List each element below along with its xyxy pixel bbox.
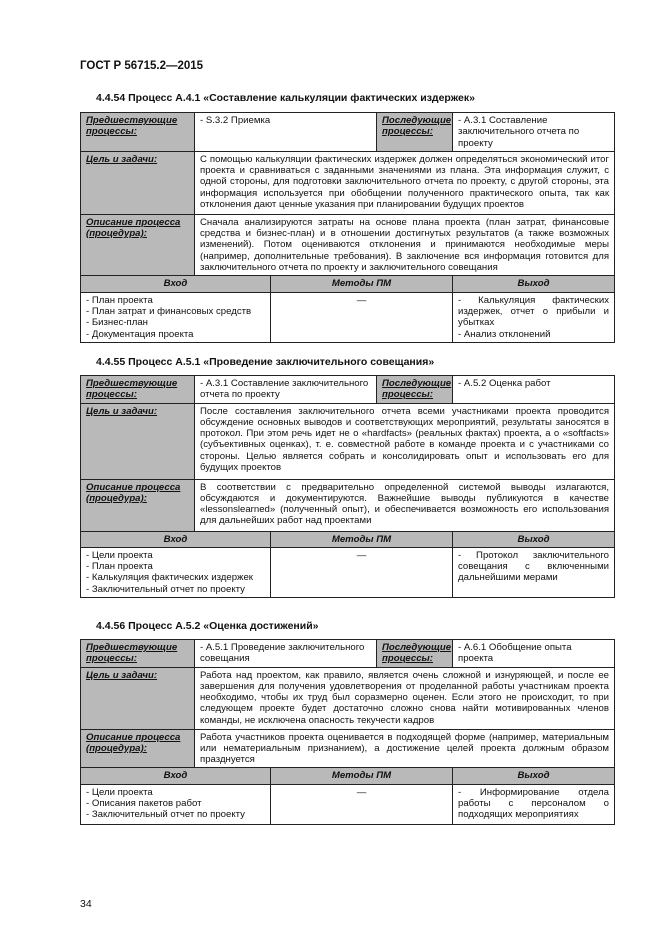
list-item: - Протокол заключительного совещания с включенными дальнейшими мерами [458, 550, 609, 584]
page-number: 34 [80, 898, 92, 910]
output-header: Выход [453, 531, 615, 547]
description-label: Описание процесса (процедура): [81, 479, 195, 531]
prev-process-label: Предшествующие процессы: [81, 376, 195, 404]
list-item: - Описания пакетов работ [86, 798, 265, 809]
process-table [80, 112, 614, 343]
methods-header: Методы ПМ [271, 531, 453, 547]
prev-process-label: Предшествующие процессы: [81, 640, 195, 668]
outputs-cell [453, 292, 615, 342]
list-item: - План проекта [86, 295, 265, 306]
input-header: Вход [81, 276, 271, 292]
inputs-list [86, 550, 265, 595]
process-table [80, 639, 614, 825]
input-header: Вход [81, 531, 271, 547]
list-item: - План проекта [86, 561, 265, 572]
next-process-value: - А.6.1 Обобщение опыта проекта [453, 640, 615, 668]
description-text: Сначала анализируются затраты на основе плана проекта (план затрат, финансовые средства и бизнес-план) и в отношении достигнутых результатов (а также возможных изменений). Потом оцениваются отклонения и принимаются необходимые меры (например, дополнительные требования). В заключение вся информация готовится для заключительного отчета по проекту и заключительного совещания [195, 214, 615, 275]
goal-text: Работа над проектом, как правило, является очень сложной и изнуряющей, и после ее завершения для получения удовлетворения от проделанной работы участникам проекта необходимо, чтобы их труд был соразмерно оценен. Если этого не происходит, то при следующем проекте будет достаточно сложно снова найти мотивированных членов команды, не исключена опасность текучести кадров [195, 667, 615, 729]
list-item: - Цели проекта [86, 550, 265, 561]
list-item: - Бизнес-план [86, 317, 265, 328]
section-title: 4.4.55 Процесс А.5.1 «Проведение заключительного совещания» [96, 356, 435, 368]
description-label: Описание процесса (процедура): [81, 729, 195, 768]
inputs-cell [81, 547, 271, 597]
goal-label: Цель и задачи: [81, 151, 195, 214]
outputs-list [458, 550, 609, 584]
description-label: Описание процесса (процедура): [81, 214, 195, 275]
list-item: - Заключительный отчет по проекту [86, 584, 265, 595]
methods-cell: — [271, 784, 453, 824]
list-item: - Информирование отдела работы с персоналом о подходящих мероприятиях [458, 787, 609, 821]
list-item: - План затрат и финансовых средств [86, 306, 265, 317]
inputs-cell [81, 784, 271, 824]
inputs-cell [81, 292, 271, 342]
outputs-cell [453, 547, 615, 597]
inputs-list [86, 295, 265, 340]
list-item: - Цели проекта [86, 787, 265, 798]
goal-text: С помощью калькуляции фактических издержек должен определяться экономический итог проекта и сравниваться с заданными значениями из плана. Эта информация служит, с одной стороны, для подготовки заключительного отчета по проекту, с другой стороны, эта информация используется при обобщении полученного практического опыта, так как отклонения дают ценные указания при планировании будущих проектов [195, 151, 615, 214]
methods-cell: — [271, 292, 453, 342]
next-process-value: - А.3.1 Составление заключительного отчета по проекту [453, 113, 615, 152]
next-process-label: Последующие процессы: [377, 376, 453, 404]
output-header: Выход [453, 768, 615, 784]
goal-text: После составления заключительного отчета всеми участниками проекта проводится обсуждение основных выводов и соответствующих мероприятий, результаты заносятся в протокол. При этом речь идет не о «hardfacts» (реальных фактах) проекта, а о «softfacts» (субъективных оценках), т. е. совместной работе в команде проекта и с участниками со стороны. Целью является собрать и консолидировать опыт и использовать его для будущих проектов [195, 403, 615, 479]
prev-process-label: Предшествующие процессы: [81, 113, 195, 152]
description-text: В соответствии с предварительно определенной системой выводы излагаются, обсуждаются и документируются. Важнейшие выводы публикуются в качестве «lessonslearned» (полученный опыт), и обеспечивается возможность его использования для дальнейших работ над проектами [195, 479, 615, 531]
process-table [80, 375, 614, 598]
methods-header: Методы ПМ [271, 276, 453, 292]
outputs-cell [453, 784, 615, 824]
prev-process-value: - А.5.1 Проведение заключительного совещания [195, 640, 377, 668]
list-item: - Заключительный отчет по проекту [86, 809, 265, 820]
inputs-list [86, 787, 265, 821]
next-process-label: Последующие процессы: [377, 113, 453, 152]
outputs-list [458, 295, 609, 340]
list-item: - Анализ отклонений [458, 329, 609, 340]
section-title: 4.4.56 Процесс А.5.2 «Оценка достижений» [96, 620, 319, 632]
section-title: 4.4.54 Процесс А.4.1 «Составление калькуляции фактических издержек» [96, 92, 475, 104]
goal-label: Цель и задачи: [81, 403, 195, 479]
prev-process-value: - S.3.2 Приемка [195, 113, 377, 152]
next-process-label: Последующие процессы: [377, 640, 453, 668]
next-process-value: - А.5.2 Оценка работ [453, 376, 615, 404]
input-header: Вход [81, 768, 271, 784]
list-item: - Документация проекта [86, 329, 265, 340]
description-text: Работа участников проекта оценивается в подходящей форме (например, материальным или нематериальным признанием), а достижение целей проекта должным образом празднуется [195, 729, 615, 768]
prev-process-value: - А.3.1 Составление заключительного отчета по проекту [195, 376, 377, 404]
document-header: ГОСТ Р 56715.2—2015 [80, 60, 204, 72]
goal-label: Цель и задачи: [81, 667, 195, 729]
outputs-list [458, 787, 609, 821]
list-item: - Калькуляция фактических издержек, отчет о прибыли и убытках [458, 295, 609, 329]
methods-header: Методы ПМ [271, 768, 453, 784]
list-item: - Калькуляция фактических издержек [86, 572, 265, 583]
output-header: Выход [453, 276, 615, 292]
methods-cell: — [271, 547, 453, 597]
